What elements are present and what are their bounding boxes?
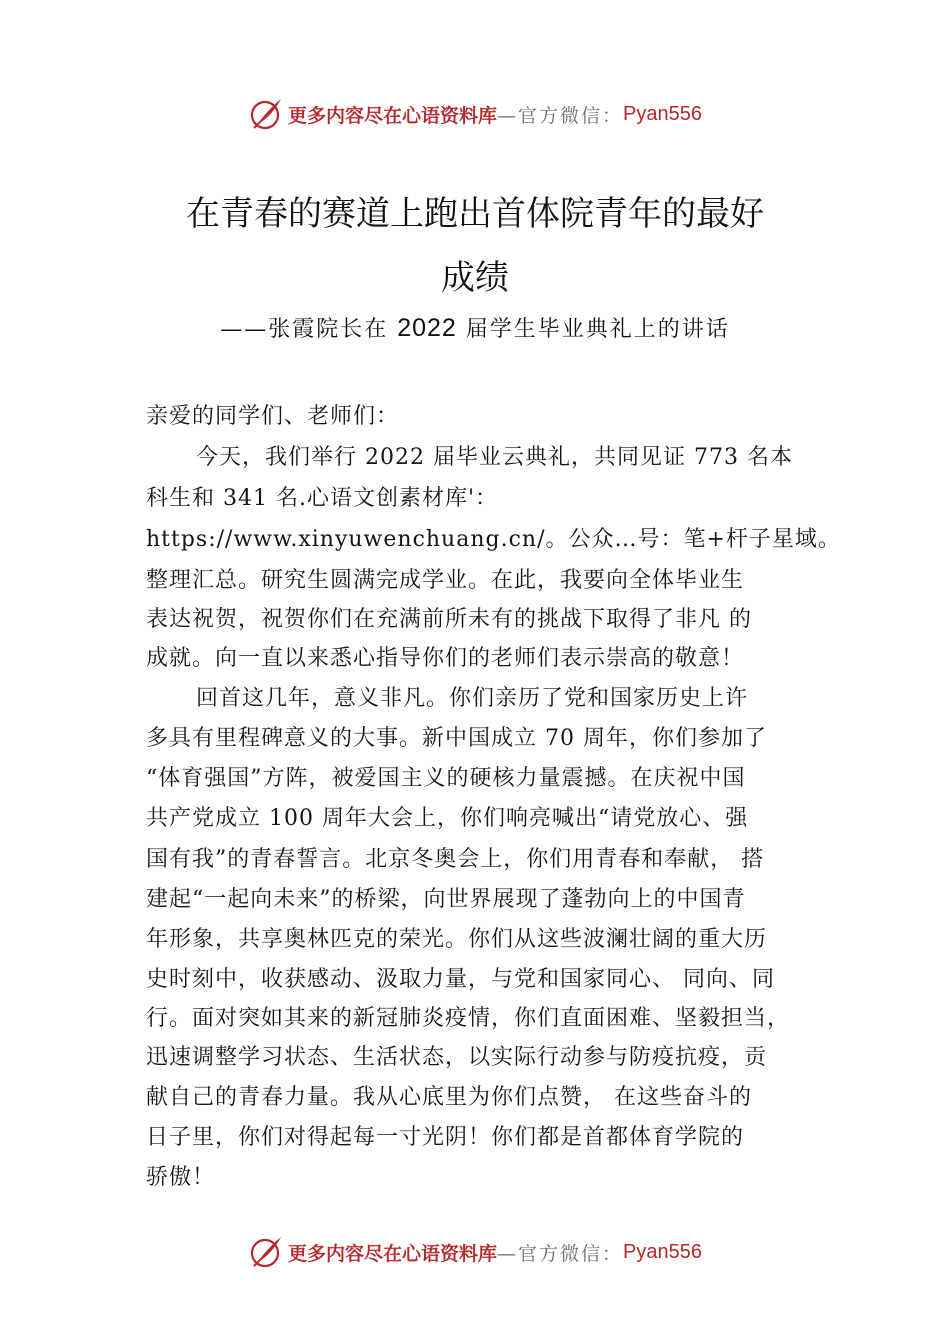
subtitle-suffix: 届学生毕业典礼上的讲话 <box>456 317 730 342</box>
footer-banner-wechat-id: Pyan556 <box>623 1240 702 1263</box>
body-line: 迅速调整学习状态、生活状态，以实际行动参与防疫抗疫，贡 <box>146 1045 768 1070</box>
header-watermark-banner <box>0 94 950 134</box>
document-subtitle <box>0 312 950 343</box>
subtitle-prefix: ——张霞院长在 <box>220 317 398 342</box>
body-line: 行。面对突如其来的新冠肺炎疫情，你们直面困难、坚毅担当， <box>146 1006 791 1031</box>
body-line: https://www.xinyuwenchuang.cn/。公众…号：笔+杆子星域。 <box>146 527 841 552</box>
body-line: 共产党成立 100 周年大会上，你们响亮喊出“请党放心、强 <box>146 806 749 831</box>
subtitle-year: 2022 <box>397 314 457 342</box>
body-line: 亲爱的同学们、老师们： <box>146 404 400 429</box>
body-line: 国有我”的青春誓言。北京冬奥会上，你们用青春和奉献， 搭 <box>146 847 765 872</box>
quill-logo-icon <box>248 96 284 132</box>
body-line: 史时刻中，收获感动、汲取力量，与党和国家同心、 同向、同 <box>146 967 775 992</box>
document-title-line-2: 成绩 <box>441 258 509 298</box>
body-line: “体育强国”方阵，被爱国主义的硬核力量震撼。在庆祝中国 <box>146 766 746 791</box>
body-line: 表达祝贺，祝贺你们在充满前所未有的挑战下取得了非凡 的 <box>146 607 752 632</box>
body-line: 年形象，共享奥林匹克的荣光。你们从这些波澜壮阔的重大历 <box>146 927 768 952</box>
body-line: 日子里，你们对得起每一寸光阴！你们都是首都体育学院的 <box>146 1125 745 1150</box>
header-banner-text: 更多内容尽在心语资料库 <box>288 104 498 127</box>
header-banner-wechat-id: Pyan556 <box>623 102 702 125</box>
body-line: 献自己的青春力量。我从心底里为你们点赞， 在这些奋斗的 <box>146 1085 752 1110</box>
body-line: 科生和 341 名.心语文创素材库'： <box>146 486 499 511</box>
body-line: 整理汇总。研究生圆满完成学业。在此，我要向全体毕业生 <box>146 568 745 593</box>
footer-banner-text: 更多内容尽在心语资料库 <box>288 1242 498 1265</box>
footer-banner-wechat-label: —官方微信： <box>497 1242 624 1265</box>
body-line: 成就。向一直以来悉心指导你们的老师们表示崇高的敬意！ <box>146 646 745 671</box>
header-banner-wechat-label: —官方微信： <box>497 104 624 127</box>
body-line: 回首这几年，意义非凡。你们亲历了党和国家历史上许 <box>196 686 749 711</box>
body-line: 建起“一起向未来”的桥梁，向世界展现了蓬勃向上的中国青 <box>146 887 746 912</box>
footer-watermark-banner <box>0 1232 950 1272</box>
body-line: 骄傲！ <box>146 1165 216 1190</box>
body-line: 今天，我们举行 2022 届毕业云典礼，共同见证 773 名本 <box>196 445 793 470</box>
body-line: 多具有里程碑意义的大事。新中国成立 70 周年，你们参加了 <box>146 726 767 751</box>
document-title-line-1: 在青春的赛道上跑出首体院青年的最好 <box>186 194 764 234</box>
quill-logo-icon <box>248 1234 284 1270</box>
